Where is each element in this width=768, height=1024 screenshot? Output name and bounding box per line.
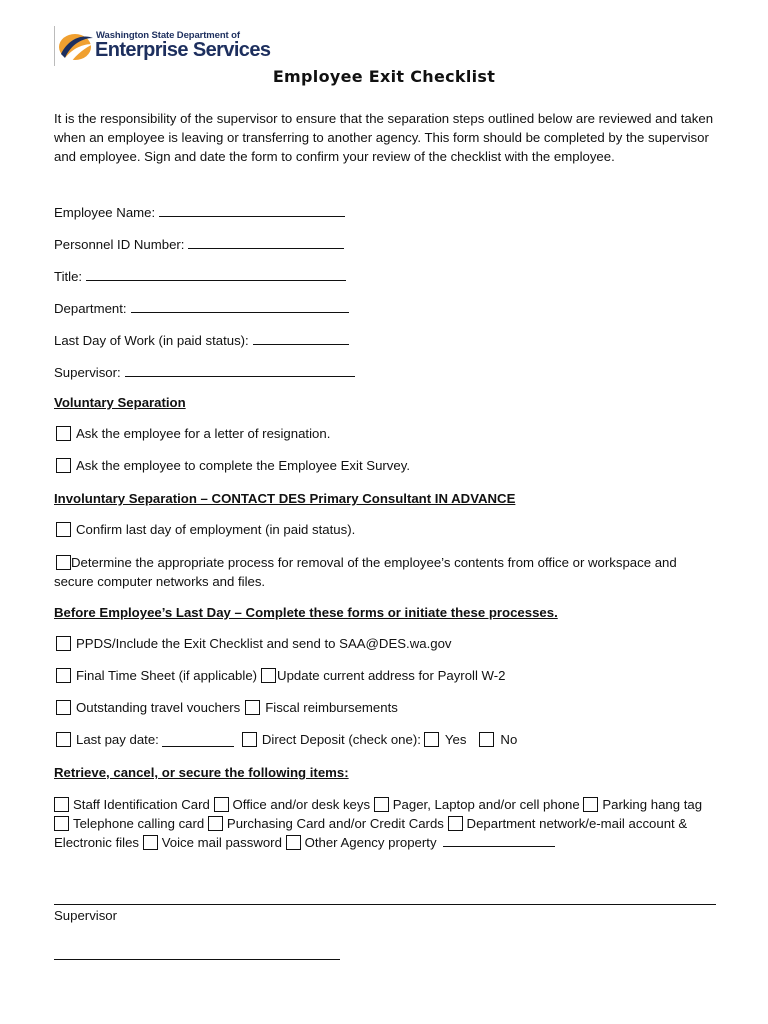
involuntary-heading: Involuntary Separation – CONTACT DES Primary Consultant IN ADVANCE [54,491,516,506]
des-swoosh-icon [57,28,95,66]
retrieve-item-label: Telephone calling card [73,816,205,831]
checkbox[interactable] [208,816,223,831]
checkbox[interactable] [54,816,69,831]
checkbox[interactable] [374,797,389,812]
retrieve-item-label: Purchasing Card and/or Credit Cards [226,816,444,831]
checkbox[interactable] [583,797,598,812]
checkbox[interactable] [286,835,301,850]
retrieve-item-label: Voice mail password [161,835,282,850]
checklist-item [56,700,398,715]
employee-name-input[interactable] [159,203,345,217]
field-label: Personnel ID Number: [54,237,185,252]
retrieve-item-label: Pager, Laptop and/or cell phone [392,797,580,812]
des-logo [54,26,271,68]
checkbox[interactable] [56,636,71,651]
retrieve-item-label: Other Agency property [304,835,437,850]
checklist-item-label: Determine the appropriate process for removal of the employee’s contents from office or workspace and secure computer networks and files. [54,555,677,589]
field-label: Supervisor: [54,365,121,380]
checkbox[interactable] [214,797,229,812]
personnel-id-input[interactable] [188,235,344,249]
field-label: Employee Name: [54,205,156,220]
supervisor-signature-line[interactable] [54,959,340,960]
direct-deposit-no-checkbox[interactable] [479,732,494,747]
checkbox[interactable] [54,797,69,812]
logo-divider [54,26,55,66]
checkbox[interactable] [56,732,71,747]
last-day-field [54,331,349,348]
checklist-item [56,668,505,683]
before-last-day-heading: Before Employee’s Last Day – Complete these forms or initiate these processes. [54,605,558,620]
retrieve-item-label: Office and/or desk keys [232,797,371,812]
last-day-input[interactable] [253,331,349,345]
checklist-item-label: Confirm last day of employment (in paid status). [76,522,356,537]
supervisor-signature-label: Supervisor [54,908,118,923]
checkbox[interactable] [245,700,260,715]
checkbox[interactable] [261,668,276,683]
title-field [54,267,346,284]
checklist-item-label: Direct Deposit (check one): [261,732,421,747]
signature-divider [54,904,716,905]
checkbox[interactable] [56,555,71,570]
direct-deposit-yes-checkbox[interactable] [424,732,439,747]
personnel-id-field [54,235,344,252]
other-property-input[interactable] [443,833,555,847]
checklist-item-label: Fiscal reimbursements [265,700,398,715]
field-label: Title: [54,269,83,284]
checkbox[interactable] [143,835,158,850]
department-field [54,299,349,316]
checklist-item-label: Outstanding travel vouchers [76,700,241,715]
intro-paragraph: It is the responsibility of the supervisor to ensure that the separation steps outlined below are reviewed and taken when an employee is leaving or transferring to another agency. This form should be completed by the supervisor and employee. Sign and date the form to confirm your review of the checklist with the employee. [54,111,714,164]
logo-small-text: Washington State Department of [96,30,240,41]
no-label: No [500,732,518,747]
logo-big-text: Enterprise Services [95,39,271,61]
last-pay-date-input[interactable] [162,733,234,747]
checkbox[interactable] [56,522,71,537]
page-title: Employee Exit Checklist [272,67,496,86]
checkbox[interactable] [242,732,257,747]
checklist-item-label: Update current address for Payroll W-2 [277,668,506,683]
retrieve-items [54,795,719,852]
checkbox[interactable] [56,668,71,683]
checklist-item-label: Last pay date: [76,732,159,747]
checkbox[interactable] [56,426,71,441]
checklist-item [56,732,517,747]
field-label: Last Day of Work (in paid status): [54,333,249,348]
title-input[interactable] [86,267,346,281]
yes-label: Yes [444,732,467,747]
checklist-item [56,636,452,651]
supervisor-field [54,363,355,380]
checklist-item-label: Ask the employee to complete the Employee Exit Survey. [76,458,411,473]
checklist-item [54,553,719,591]
checkbox[interactable] [56,458,71,473]
field-label: Department: [54,301,127,316]
retrieve-item-label: Staff Identification Card [73,797,210,812]
voluntary-heading: Voluntary Separation [54,395,186,410]
checklist-item [56,458,410,473]
checkbox[interactable] [56,700,71,715]
checklist-item-label: PPDS/Include the Exit Checklist and send to SAA@DES.wa.gov [76,636,452,651]
checkbox[interactable] [448,816,463,831]
checklist-item-label: Ask the employee for a letter of resignation. [76,426,331,441]
retrieve-heading: Retrieve, cancel, or secure the following items: [54,765,349,780]
checklist-item-label: Final Time Sheet (if applicable) [76,668,258,683]
checklist-item [56,426,330,441]
retrieve-item-label: Parking hang tag [602,797,703,812]
retrieve-item-label: Department network/e-mail account & Electronic files [54,816,688,850]
employee-name-field [54,203,345,220]
checklist-item [56,522,355,537]
supervisor-input[interactable] [125,363,355,377]
department-input[interactable] [131,299,349,313]
